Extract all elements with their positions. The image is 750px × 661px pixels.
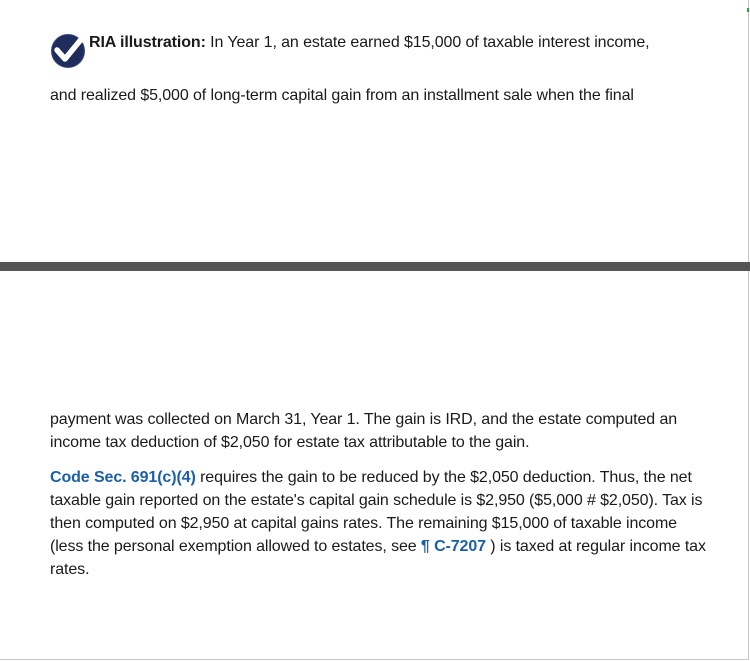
illustration-label: RIA illustration:	[89, 34, 206, 51]
code-paragraph-tail: ) is taxed at regular income tax rates.	[50, 538, 706, 578]
paragraph-reference-link[interactable]: ¶ C-7207	[420, 538, 486, 555]
illustration-line-1-text: In Year 1, an estate earned $15,000 of taxable interest income,	[205, 34, 650, 51]
illustration-continuation	[50, 408, 710, 581]
illustration-line-2: and realized $5,000 of long-term capital gain from an installment sale when the final	[50, 87, 634, 104]
code-section-link[interactable]: Code Sec. 691(c)(4)	[50, 469, 196, 486]
illustration-top-section	[0, 0, 750, 262]
code-paragraph-text: requires the gain to be reduced by the $2,050 deduction. Thus, the net taxable gain reported on the estate's capital gain schedule is $2,950 ($5,000 # $2,050). Tax is then computed on $2,950 at capital gains rates. The remaining $15,000 of taxable income (less the personal exemption allowed to estates, see	[50, 469, 703, 555]
continuation-paragraph: payment was collected on March 31, Year 1. The gain is IRD, and the estate computed an income tax deduction of $2,050 for estate tax attributable to the gain.	[50, 411, 678, 451]
checkmark-badge-icon	[50, 33, 86, 69]
illustration-line-1	[89, 33, 650, 53]
code-section-paragraph	[50, 466, 710, 581]
page-divider	[0, 262, 750, 271]
